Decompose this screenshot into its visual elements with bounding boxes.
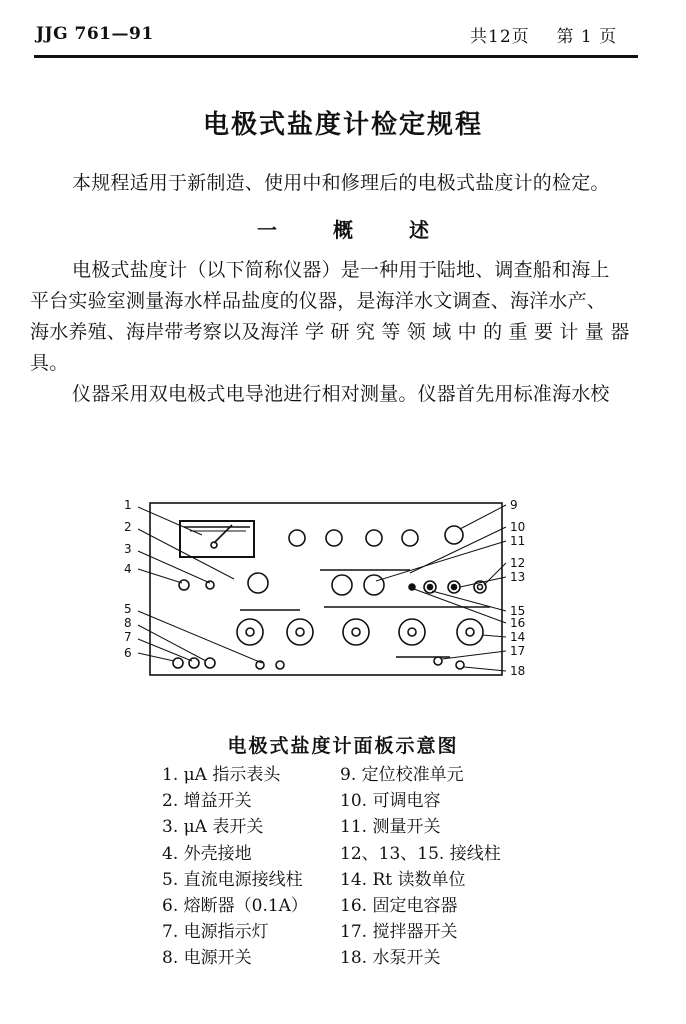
paragraph-1-line-2: 平台实验室测量海水样品盐度的仪器，是海洋水文调查、海洋水产、 (30, 290, 607, 312)
ground-terminal-icon (179, 580, 189, 590)
callout-6: 6 (124, 646, 132, 660)
legend-item: 11. 测量开关 (340, 817, 441, 838)
section-heading (0, 214, 686, 243)
legend-right (340, 762, 501, 972)
legend-item: 6. 熔断器（0.1A） (162, 895, 308, 916)
legend-item: 1. μA 指示表头 (162, 765, 281, 785)
paragraph-1-line-1: 电极式盐度计（以下简称仪器）是一种用于陆地、调查船和海上 (72, 259, 610, 281)
paragraph-1-line-3: 海水养殖、海岸带考察以及海洋 学 研 究 等 领 域 中 的 重 要 计 量 器 (30, 321, 630, 343)
rt-dial-icons (237, 619, 483, 645)
pages-total: 共12页 (470, 27, 530, 47)
legend-item: 7. 电源指示灯 (162, 922, 269, 943)
power-lamp-icon (189, 658, 199, 668)
callout-7: 7 (124, 630, 132, 644)
legend-item: 4. 外壳接地 (162, 843, 252, 864)
adjust-knobs (289, 526, 463, 546)
legend-item: 8. 电源开关 (162, 948, 252, 969)
panel-outline (150, 503, 502, 675)
callout-15: 15 (510, 604, 526, 618)
legend-item: 14. Rt 读数单位 (340, 869, 466, 890)
callout-9: 9 (510, 498, 518, 512)
paragraph-2: 仪器采用双电极式电导池进行相对测量。仪器首先用标准海水校 (72, 383, 610, 405)
callout-2: 2 (124, 520, 132, 534)
capacitor-knob-icon (332, 575, 352, 595)
standard-number: JJG 761—91 (36, 24, 154, 44)
legend-item: 5. 直流电源接线柱 (162, 869, 303, 890)
legend-item: 9. 定位校准单元 (340, 765, 464, 785)
scope-statement: 本规程适用于新制造、使用中和修理后的电极式盐度计的检定。 (72, 172, 610, 194)
callout-18: 18 (510, 664, 526, 678)
callout-11: 11 (510, 534, 526, 548)
callout-14: 14 (510, 630, 526, 644)
header-rule (34, 55, 638, 58)
callout-12: 12 (510, 556, 526, 570)
legend-left (162, 762, 308, 972)
callout-4: 4 (124, 562, 132, 576)
document-title: 电极式盐度计检定规程 (202, 110, 483, 140)
section-number: 一 (257, 218, 277, 242)
power-switch-icon (205, 658, 215, 668)
legend-item: 12、13、15. 接线柱 (340, 843, 501, 864)
callout-17: 17 (510, 644, 526, 658)
section-name-2: 述 (409, 218, 429, 242)
callout-5: 5 (124, 602, 132, 616)
legend-item: 17. 搅拌器开关 (340, 922, 458, 943)
callout-10: 10 (510, 520, 526, 534)
legend-item: 3. μA 表开关 (162, 817, 264, 838)
gain-knob-icon (248, 573, 268, 593)
legend-item: 16. 固定电容器 (340, 895, 458, 916)
figure-caption: 电极式盐度计面板示意图 (227, 735, 459, 757)
section-name-1: 概 (333, 218, 353, 242)
callout-3: 3 (124, 542, 132, 556)
paragraph-1-line-4: 具。 (30, 352, 69, 374)
pump-switch-icon (456, 661, 464, 669)
callout-8: 8 (124, 616, 132, 630)
callout-13: 13 (510, 570, 526, 584)
callout-16: 16 (510, 616, 526, 630)
page-number: 第 1 页 (556, 27, 618, 47)
legend-item: 2. 增益开关 (162, 791, 252, 812)
legend-item: 18. 水泵开关 (340, 948, 441, 969)
meter-icon (180, 521, 254, 557)
measure-knob-icon (364, 575, 384, 595)
stirrer-switch-icon (434, 657, 442, 665)
callout-1: 1 (124, 498, 132, 512)
legend-item: 10. 可调电容 (340, 791, 441, 812)
fuse-icon (173, 658, 183, 668)
page-info (470, 22, 617, 47)
panel-diagram (110, 495, 540, 695)
